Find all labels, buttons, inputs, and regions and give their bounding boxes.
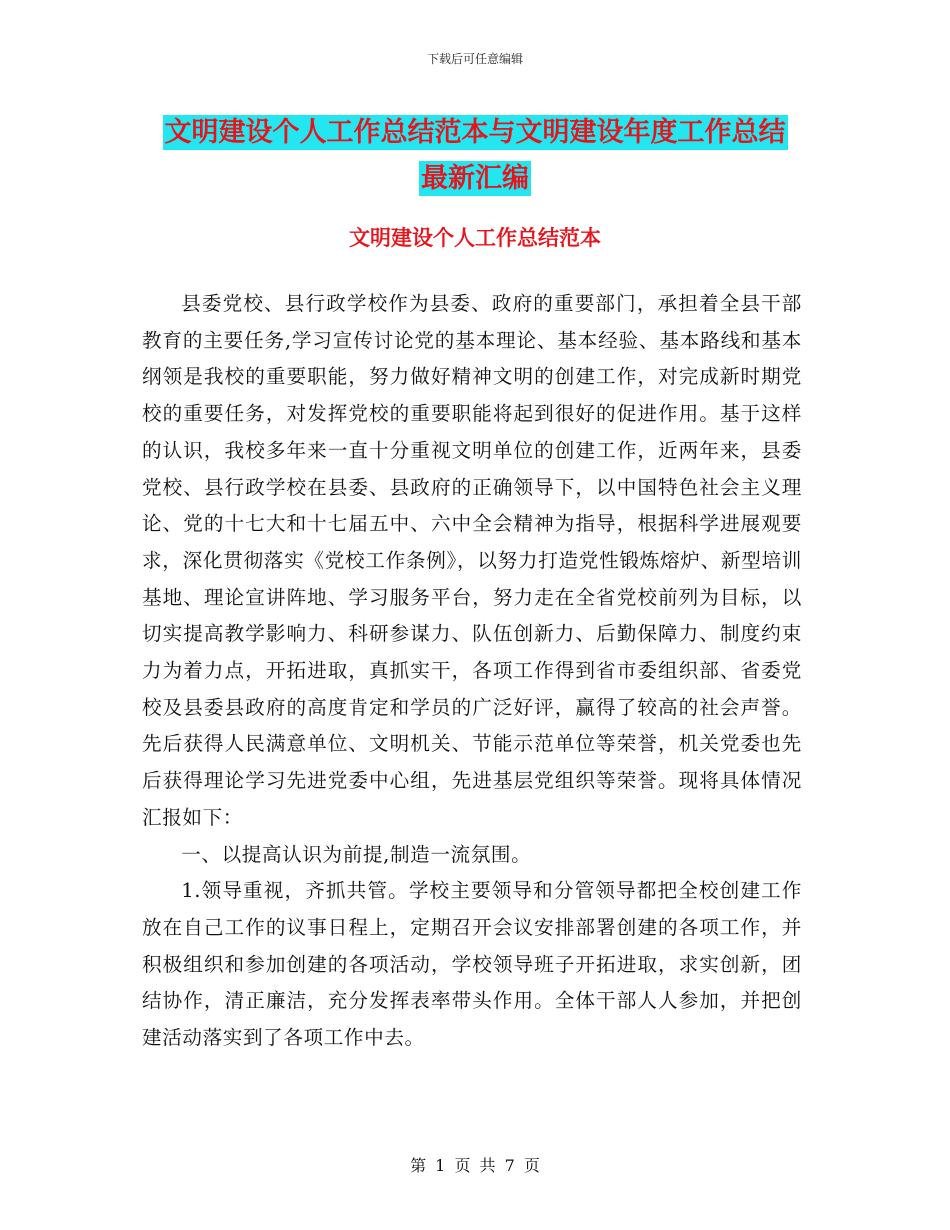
page-number: 第 1 页 共 7 页 bbox=[410, 1156, 540, 1175]
paragraph: 一、以提高认识为前提,制造一流氛围。 bbox=[181, 842, 532, 866]
title-line-2: 最新汇编 bbox=[421, 163, 529, 194]
title-line-1: 文明建设个人工作总结范本与文明建设年度工作总结 bbox=[164, 117, 786, 148]
document-body bbox=[142, 286, 802, 1057]
section-title: 文明建设个人工作总结范本 bbox=[349, 226, 601, 250]
document-title bbox=[0, 110, 950, 202]
paragraph: 1.领导重视，齐抓共管。学校主要领导和分管领导都把全校创建工作放在自己工作的议事日程上，定期召开会议安排部署创建的各项工作，并积极组织和参加创建的各项活动，学校领导班子开拓进取，求实创新，团结协作，清正廉洁，充分发挥表率带头作用。全体干部人人参加，并把创建活动落实到了各项工作中去。 bbox=[142, 879, 802, 1050]
paragraph: 县委党校、县行政学校作为县委、政府的重要部门，承担着全县干部教育的主要任务,学习宣传讨论党的基本理论、基本经验、基本路线和基本纲领是我校的重要职能，努力做好精神文明的创建工作，对完成新时期党校的重要任务，对发挥党校的重要职能将起到很好的促进作用。基于这样的认识，我校多年来一直十分重视文明单位的创建工作，近两年来，县委党校、县行政学校在县委、县政府的正确领导下，以中国特色社会主义理论、党的十七大和十七届五中、六中全会精神为指导，根据科学进展观要求，深化贯彻落实《党校工作条例》，以努力打造党性锻炼熔炉、新型培训基地、理论宣讲阵地、学习服务平台，努力走在全省党校前列为目标，以切实提高教学影响力、科研参谋力、队伍创新力、后勤保障力、制度约束力为着力点，开拓进取，真抓实干，各项工作得到省市委组织部、省委党校及县委县政府的高度肯定和学员的广泛好评，赢得了较高的社会声誉。先后获得人民满意单位、文明机关、节能示范单位等荣誉，机关党委也先后获得理论学习先进党委中心组，先进基层党组织等荣誉。现将具体情况汇报如下： bbox=[142, 292, 802, 829]
header-note: 下载后可任意编辑 bbox=[426, 52, 523, 66]
